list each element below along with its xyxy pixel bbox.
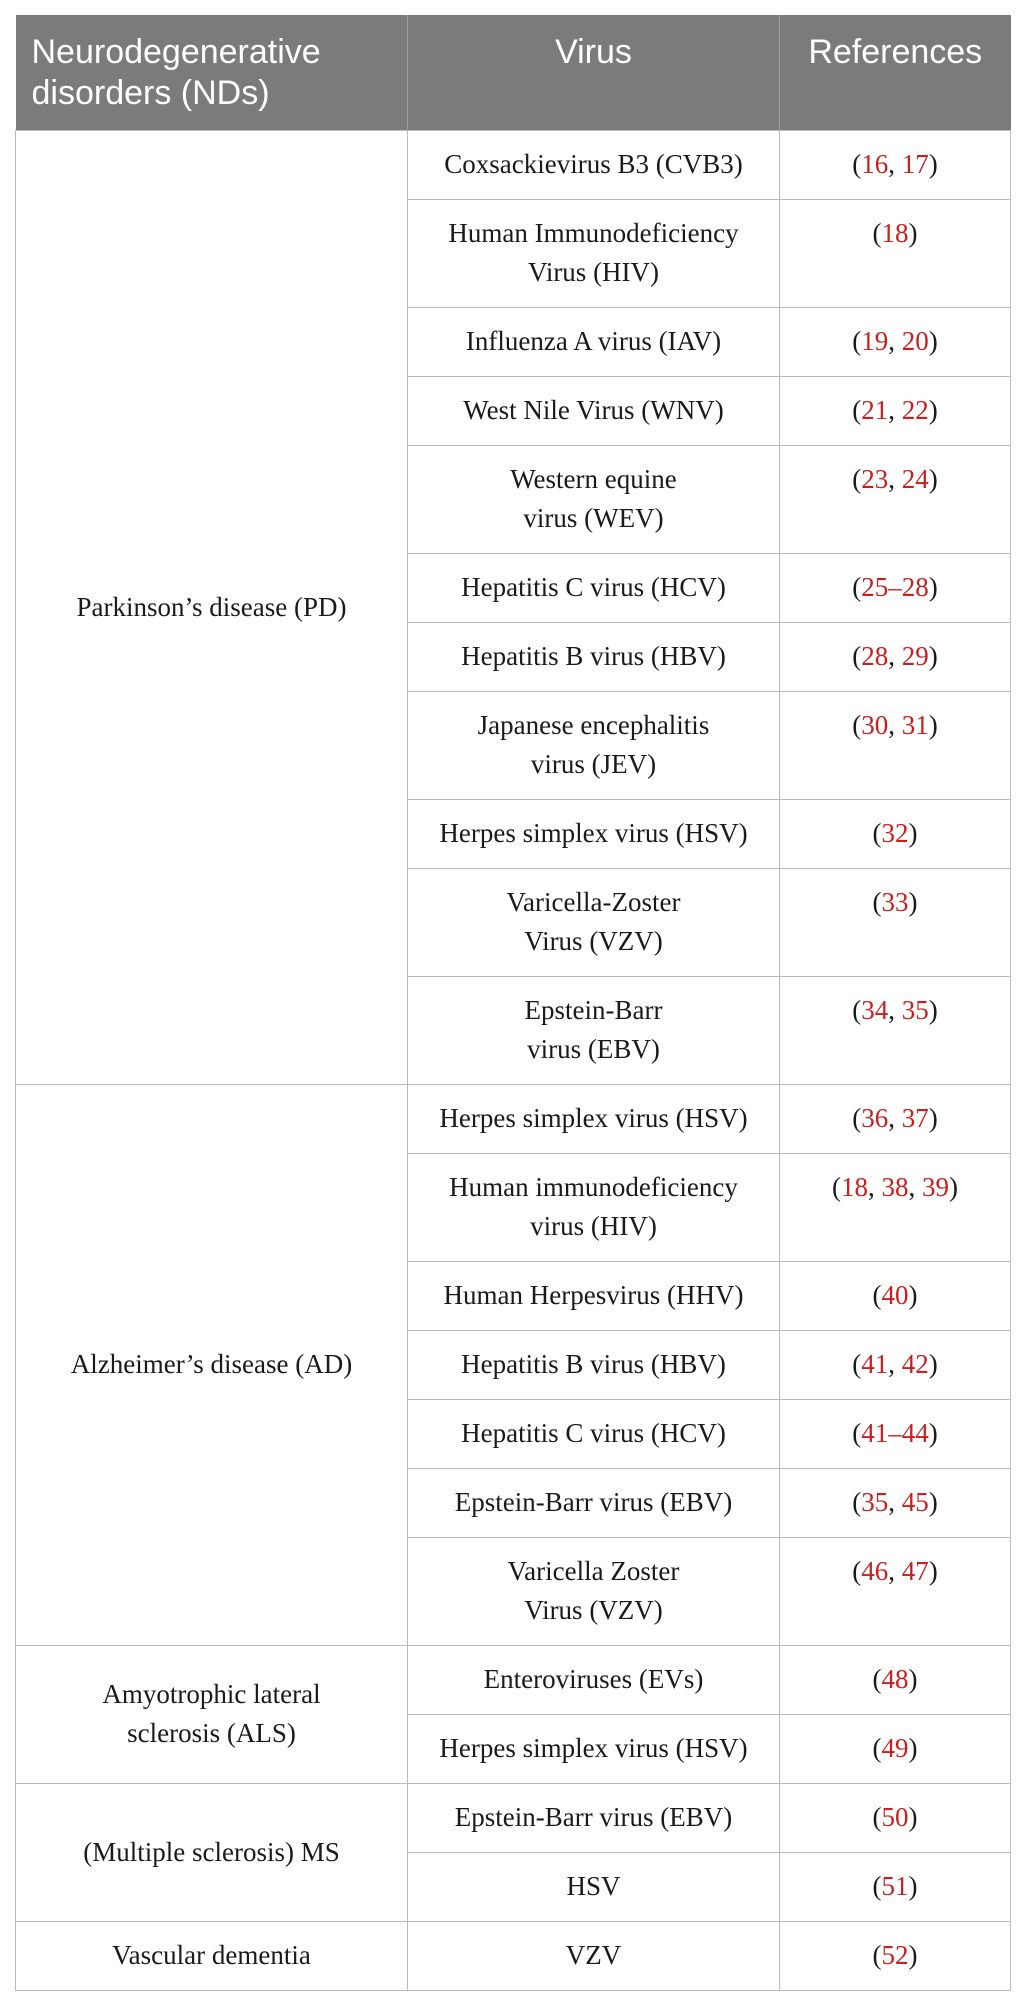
reference-link[interactable]: 41–44 <box>861 1417 929 1448</box>
reference-link[interactable]: 48 <box>881 1663 909 1694</box>
reference-link[interactable]: 28 <box>861 640 889 671</box>
reference-link[interactable]: 19 <box>861 325 889 356</box>
references-cell: (34, 35) <box>780 976 1011 1084</box>
reference-link[interactable]: 18 <box>881 217 909 248</box>
reference-link[interactable]: 34 <box>861 994 889 1025</box>
virus-cell: Herpes simplex virus (HSV) <box>408 1084 780 1153</box>
reference-link[interactable]: 25–28 <box>861 571 929 602</box>
reference-link[interactable]: 32 <box>881 817 909 848</box>
reference-link[interactable]: 36 <box>861 1102 889 1133</box>
reference-link[interactable]: 35 <box>861 1486 889 1517</box>
reference-link[interactable]: 45 <box>901 1486 929 1517</box>
references-cell: (41, 42) <box>780 1330 1011 1399</box>
virus-cell: Japanese encephalitis virus (JEV) <box>408 691 780 799</box>
reference-link[interactable]: 21 <box>861 394 889 425</box>
table-row <box>16 1783 1011 1852</box>
virus-cell: Epstein-Barr virus (EBV) <box>408 1468 780 1537</box>
header-disorders: Neurodegenerative disorders (NDs) <box>16 15 408 130</box>
reference-link[interactable]: 38 <box>881 1171 909 1202</box>
table-row <box>16 1645 1011 1714</box>
reference-link[interactable]: 29 <box>901 640 929 671</box>
references-cell: (25–28) <box>780 553 1011 622</box>
references-cell: (49) <box>780 1714 1011 1783</box>
references-cell: (41–44) <box>780 1399 1011 1468</box>
reference-link[interactable]: 47 <box>901 1555 929 1586</box>
references-cell: (48) <box>780 1645 1011 1714</box>
virus-cell: Varicella Zoster Virus (VZV) <box>408 1537 780 1645</box>
reference-link[interactable]: 41 <box>861 1348 889 1379</box>
reference-link[interactable]: 16 <box>861 148 889 179</box>
virus-cell: HSV <box>408 1852 780 1921</box>
virus-nd-table <box>15 15 1011 1991</box>
references-cell: (19, 20) <box>780 307 1011 376</box>
references-cell: (18, 38, 39) <box>780 1153 1011 1261</box>
reference-link[interactable]: 24 <box>901 463 929 494</box>
virus-cell: Human Herpesvirus (HHV) <box>408 1261 780 1330</box>
virus-cell: Varicella-Zoster Virus (VZV) <box>408 868 780 976</box>
reference-link[interactable]: 52 <box>881 1939 909 1970</box>
table-row <box>16 1921 1011 1990</box>
reference-link[interactable]: 49 <box>881 1732 909 1763</box>
virus-cell: VZV <box>408 1921 780 1990</box>
virus-cell: Coxsackievirus B3 (CVB3) <box>408 130 780 199</box>
references-cell: (40) <box>780 1261 1011 1330</box>
references-cell: (50) <box>780 1783 1011 1852</box>
references-cell: (21, 22) <box>780 376 1011 445</box>
virus-cell: Western equine virus (WEV) <box>408 445 780 553</box>
references-cell: (16, 17) <box>780 130 1011 199</box>
reference-link[interactable]: 35 <box>901 994 929 1025</box>
references-cell: (30, 31) <box>780 691 1011 799</box>
reference-link[interactable]: 42 <box>901 1348 929 1379</box>
virus-cell: Epstein-Barr virus (EBV) <box>408 1783 780 1852</box>
references-cell: (52) <box>780 1921 1011 1990</box>
references-cell: (33) <box>780 868 1011 976</box>
reference-link[interactable]: 30 <box>861 709 889 740</box>
reference-link[interactable]: 23 <box>861 463 889 494</box>
reference-link[interactable]: 18 <box>841 1171 868 1202</box>
virus-cell: Influenza A virus (IAV) <box>408 307 780 376</box>
virus-cell: Hepatitis B virus (HBV) <box>408 1330 780 1399</box>
table-row <box>16 130 1011 199</box>
references-cell: (46, 47) <box>780 1537 1011 1645</box>
virus-cell: Herpes simplex virus (HSV) <box>408 1714 780 1783</box>
disorder-cell: (Multiple sclerosis) MS <box>16 1783 408 1921</box>
reference-link[interactable]: 31 <box>901 709 929 740</box>
disorder-cell: Amyotrophic lateral sclerosis (ALS) <box>16 1645 408 1783</box>
reference-link[interactable]: 39 <box>922 1171 949 1202</box>
virus-cell: Human immunodeficiency virus (HIV) <box>408 1153 780 1261</box>
references-cell: (51) <box>780 1852 1011 1921</box>
header-virus: Virus <box>408 15 780 130</box>
reference-link[interactable]: 50 <box>881 1801 909 1832</box>
virus-cell: Human Immunodeficiency Virus (HIV) <box>408 199 780 307</box>
reference-link[interactable]: 17 <box>901 148 929 179</box>
header-references: References <box>780 15 1011 130</box>
references-cell: (28, 29) <box>780 622 1011 691</box>
virus-cell: Hepatitis C virus (HCV) <box>408 553 780 622</box>
references-cell: (35, 45) <box>780 1468 1011 1537</box>
virus-cell: Hepatitis B virus (HBV) <box>408 622 780 691</box>
reference-link[interactable]: 20 <box>901 325 929 356</box>
header-row <box>16 15 1011 130</box>
reference-link[interactable]: 33 <box>881 886 909 917</box>
table-body <box>16 130 1011 1990</box>
disorder-cell: Vascular dementia <box>16 1921 408 1990</box>
references-cell: (23, 24) <box>780 445 1011 553</box>
reference-link[interactable]: 37 <box>901 1102 929 1133</box>
references-cell: (36, 37) <box>780 1084 1011 1153</box>
reference-link[interactable]: 46 <box>861 1555 889 1586</box>
virus-cell: Enteroviruses (EVs) <box>408 1645 780 1714</box>
references-cell: (18) <box>780 199 1011 307</box>
reference-link[interactable]: 22 <box>901 394 929 425</box>
table-row <box>16 1084 1011 1153</box>
references-cell: (32) <box>780 799 1011 868</box>
virus-cell: Hepatitis C virus (HCV) <box>408 1399 780 1468</box>
reference-link[interactable]: 40 <box>881 1279 909 1310</box>
disorder-cell: Alzheimer’s disease (AD) <box>16 1084 408 1645</box>
disorder-cell: Parkinson’s disease (PD) <box>16 130 408 1084</box>
reference-link[interactable]: 51 <box>881 1870 909 1901</box>
virus-cell: Epstein-Barr virus (EBV) <box>408 976 780 1084</box>
virus-cell: Herpes simplex virus (HSV) <box>408 799 780 868</box>
virus-cell: West Nile Virus (WNV) <box>408 376 780 445</box>
